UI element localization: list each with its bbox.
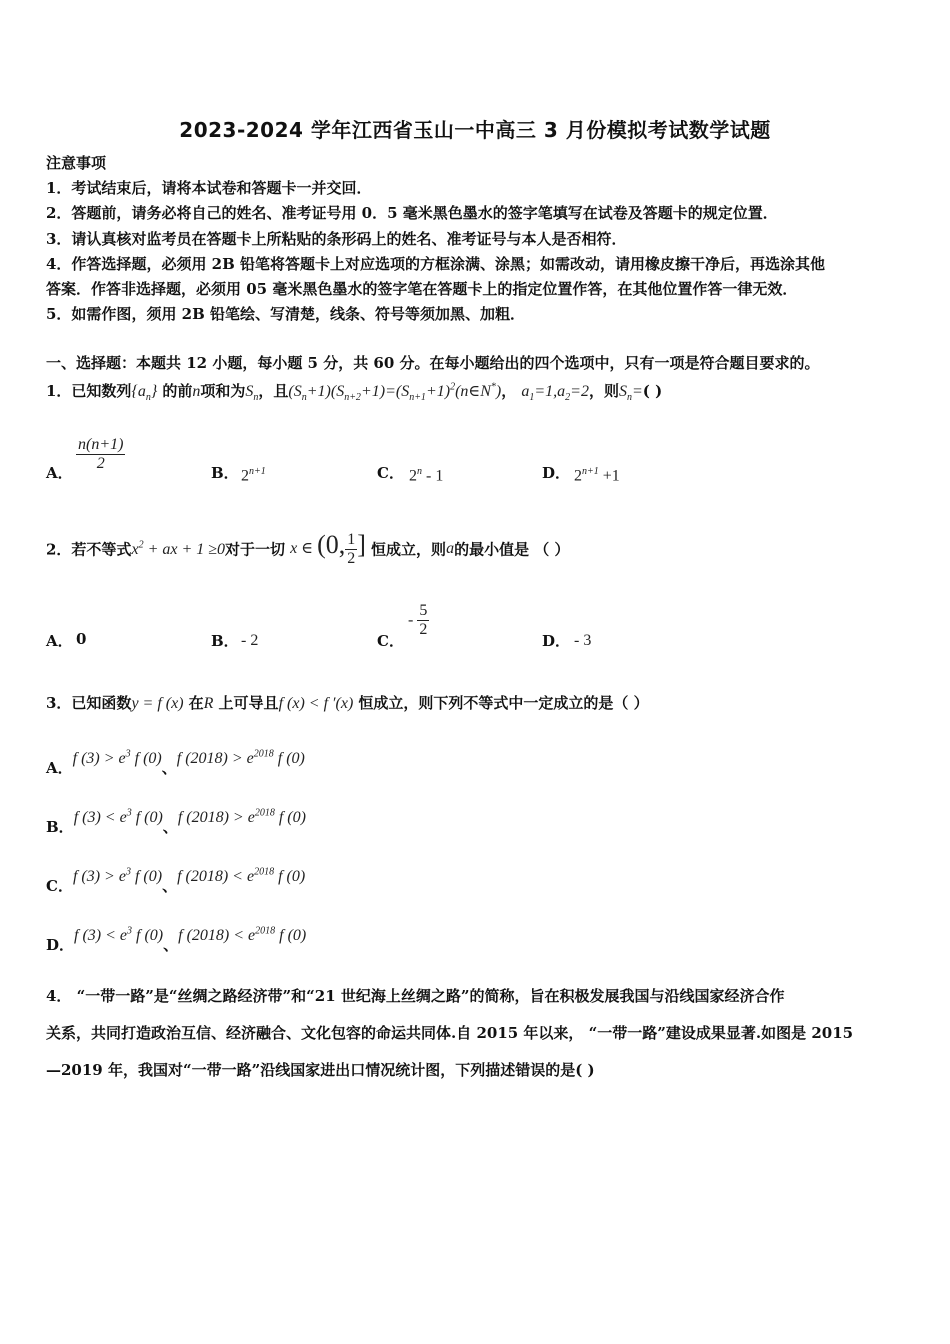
question-4-line: 关系，共同打造政治互信、经济融合、文化包容的命运共同体.自 2015 年以来， “一带一路”建设成果显著.如图是 2015 — [46, 1024, 854, 1042]
question-4-line: —2019 年，我国对“一带一路”沿线国家进出口情况统计图，下列描述错误的是( ) — [46, 1061, 595, 1079]
q1-option-b-value: $2^{n+1}$ — [241, 466, 266, 485]
q2-option-b-value: - 2 — [241, 632, 259, 649]
question-3: 3．已知函数y = f (x) 在R 上可导且f (x) < f ′(x) 恒成立，则下列不等式中一定成立的是（ ） — [46, 694, 649, 712]
q2-option-c-value: - $\frac{5}{2}$ — [408, 602, 428, 638]
q1-option-d-value: $2^{n+1} +1$ — [574, 466, 620, 485]
notice-item: 1．考试结束后，请将本试卷和答题卡一并交回． — [46, 179, 372, 197]
page-title: 2023-2024 学年江西省玉山一中高三 3 月份模拟考试数学试题 — [179, 118, 771, 142]
notice-heading: 注意事项 — [46, 154, 107, 172]
recurrence-equation: $(S_n+1)(S_{n+2}+1)=(S_{n+1}+1)^2(n\in N^*)$ — [288, 381, 502, 404]
q3-option-d[interactable]: D．f $(3) < e^3$ f (0)、f $(2018) < e^{2018}$ f (0) — [46, 925, 307, 954]
inequality: $x^2$ + ax + 1 ≥0 — [131, 539, 226, 558]
q1-option-c-label[interactable]: C． — [377, 464, 404, 482]
q1-option-a-label[interactable]: A． — [46, 464, 73, 482]
notice-item: 3．请认真核对监考员在答题卡上所粘贴的条形码上的姓名、准考证号与本人是否相符． — [46, 230, 627, 248]
q1-option-d-label[interactable]: D． — [542, 464, 571, 482]
notice-item: 5．如需作图，须用 2B 铅笔绘、写清楚，线条、符号等须加黑、加粗． — [46, 305, 525, 323]
sequence-symbol: $\{a_n\}$ — [131, 383, 158, 404]
q3-option-a[interactable]: A．f $(3) > e^3$ f (0)、f $(2018) > e^{2018}$ f (0) — [46, 748, 305, 777]
initial-values: $a_1=1,a_2=2$ — [521, 383, 589, 404]
notice-item: 答案．作答非选择题，必须用 05 毫米黑色墨水的签字笔在答题卡上的指定位置作答，在其他位置作答一律无效． — [46, 280, 798, 298]
q2-option-b-label[interactable]: B． — [211, 632, 239, 650]
q3-option-c[interactable]: C．f $(3) > e^3$ f (0)、f $(2018) < e^{2018}$ f (0) — [46, 866, 306, 895]
interval: x ∈ (0, $\frac{1}{2}$ ] — [290, 530, 366, 567]
question-2: 2．若不等式$x^2$ + ax + 1 ≥0对于一切 x ∈ (0, $\frac{1}{2}$ ] 恒成立，则a的最小值是 （ ） — [46, 530, 570, 567]
q2-option-d-value: - 3 — [574, 632, 592, 649]
q2-option-d-label[interactable]: D． — [542, 632, 571, 650]
notice-item: 2．答题前，请务必将自己的姓名、准考证号用 0．5 毫米黑色墨水的签字笔填写在试卷及答题卡的规定位置． — [46, 204, 778, 222]
notice-item: 4．作答选择题，必须用 2B 铅笔将答题卡上对应选项的方框涂满、涂黑；如需改动，请用橡皮擦干净后，再选涂其他 — [46, 255, 826, 273]
question-4-line: 4． “一带一路”是“丝绸之路经济带”和“21 世纪海上丝绸之路”的简称，旨在积极发展我国与沿线国家经济合作 — [46, 987, 785, 1005]
q1-option-a-fraction: $\frac{n(n+1)}{2}$ — [78, 436, 124, 472]
q2-option-c-label[interactable]: C． — [377, 632, 404, 650]
q2-option-a-value: 0 — [76, 630, 87, 648]
section-heading: 一、选择题：本题共 12 小题，每小题 5 分，共 60 分。在每小题给出的四个选项中，只有一项是符合题目要求的。 — [46, 354, 820, 372]
q2-option-a-label[interactable]: A． — [46, 632, 73, 650]
question-1: 1．已知数列$\{a_n\}$ 的前n项和为$S_n$，且$(S_n+1)(S_{n+2}+1)=(S_{n+1}+1)^2(n\in N^*)$， $a_1=1,a_2=2$，则$S_n=$( ) — [46, 381, 663, 404]
q1-option-b-label[interactable]: B． — [211, 464, 239, 482]
q1-option-c-value: 2$^n$ - 1 — [409, 466, 444, 485]
q3-option-b[interactable]: B．f $(3) < e^3$ f (0)、f $(2018) > e^{2018}$ f (0) — [46, 807, 306, 836]
